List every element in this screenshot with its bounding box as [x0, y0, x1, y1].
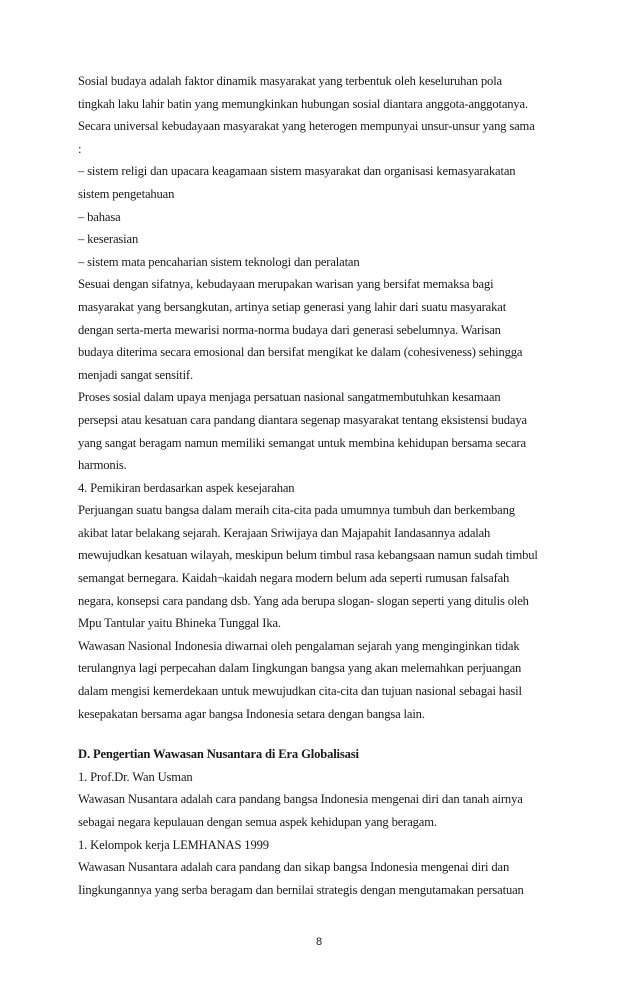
text-line: persepsi atau kesatuan cara pandang diantara segenap masyarakat tentang eksistensi budaya — [78, 412, 527, 427]
text-line: – sistem religi dan upacara keagamaan sistem masyarakat dan organisasi kemasyarakatan — [78, 164, 516, 179]
text-line: terulangnya lagi perpecahan dalam Iingkungan bangsa yang akan melemahkan perjuangan — [78, 661, 522, 676]
text-line: Wawasan Nasional Indonesia diwarnai oleh pengalaman sejarah yang menginginkan tidak — [78, 638, 520, 653]
text-line: harmonis. — [78, 458, 127, 473]
text-line: – keserasian — [78, 232, 139, 247]
text-line: semangat bernegara. Kaidah¬kaidah negara modern belum ada seperti rumusan falsafah — [78, 571, 510, 586]
text-line: tingkah laku lahir batin yang memungkinkan hubungan sosial diantara anggota-anggotanya. — [78, 96, 528, 111]
text-line: Wawasan Nusantara adalah cara pandang dan sikap bangsa Indonesia mengenai diri dan — [78, 860, 510, 875]
text-line: sistem pengetahuan — [78, 186, 175, 201]
text-line: mewujudkan kesatuan wilayah, meskipun belum timbul rasa kebangsaan namun sudah timbul — [78, 548, 538, 563]
page-body — [78, 70, 578, 901]
text-line: Perjuangan suatu bangsa dalam meraih cita-cita pada umumnya tumbuh dan berkembang — [78, 503, 515, 518]
section-heading: D. Pengertian Wawasan Nusantara di Era Globalisasi — [78, 747, 359, 762]
text-line: – sistem mata pencaharian sistem teknologi dan peralatan — [78, 254, 360, 269]
text-line: dalam mengisi kemerdekaan untuk mewujudkan cita-cita dan tujuan nasional sebagai hasil — [78, 684, 522, 699]
text-line: Sesuai dengan sifatnya, kebudayaan merupakan warisan yang bersifat memaksa bagi — [78, 277, 494, 292]
text-line: 1. Kelompok kerja LEMHANAS 1999 — [78, 837, 269, 852]
text-line: masyarakat yang bersangkutan, artinya setiap generasi yang lahir dari suatu masyarakat — [78, 299, 507, 314]
text-line: Sosial budaya adalah faktor dinamik masyarakat yang terbentuk oleh keseluruhan pola — [78, 74, 502, 88]
text-line: Wawasan Nusantara adalah cara pandang bangsa Indonesia mengenai diri dan tanah airnya — [78, 792, 523, 807]
page-number: 8 — [315, 936, 323, 948]
text-line: Secara universal kebudayaan masyarakat yang heterogen mempunyai unsur-unsur yang sama — [78, 119, 535, 134]
text-line: 4. Pemikiran berdasarkan aspek kesejarahan — [78, 480, 295, 495]
text-line: budaya diterima secara emosional dan bersifat mengikat ke dalam (cohesiveness) sehingga — [78, 345, 523, 360]
text-line: Mpu Tantular yaitu Bhineka Tunggal Ika. — [78, 616, 281, 631]
text-line: akibat latar belakang sejarah. Kerajaan Sriwijaya dan Majapahit Iandasannya adalah — [78, 525, 491, 540]
text-line: : — [78, 141, 82, 156]
text-line: kesepakatan bersama agar bangsa Indonesia setara dengan bangsa lain. — [78, 706, 425, 721]
text-line: sebagai negara kepulauan dengan semua aspek kehidupan yang beragam. — [78, 815, 437, 829]
text-line: menjadi sangat sensitif. — [78, 367, 193, 382]
section-gap — [78, 725, 578, 743]
text-line: Proses sosial dalam upaya menjaga persatuan nasional sangatmembutuhkan kesamaan — [78, 390, 501, 405]
text-line: yang sangat beragam namun memiliki semangat untuk membina kehidupan bersama secara — [78, 435, 526, 450]
text-line: dengan serta-merta mewarisi norma-norma budaya dari generasi sebelumnya. Warisan — [78, 322, 501, 337]
text-line: negara, konsepsi cara pandang dsb. Yang ada berupa slogan- slogan seperti yang ditulis oleh — [78, 593, 529, 608]
text-line: 1. Prof.Dr. Wan Usman — [78, 769, 193, 784]
text-line: – bahasa — [78, 209, 121, 224]
text-line: Iingkungannya yang serba beragam dan bernilai strategis dengan mengutamakan persatuan — [78, 882, 524, 897]
body-text-part-1 — [78, 70, 578, 725]
body-text-part-2 — [78, 766, 578, 902]
